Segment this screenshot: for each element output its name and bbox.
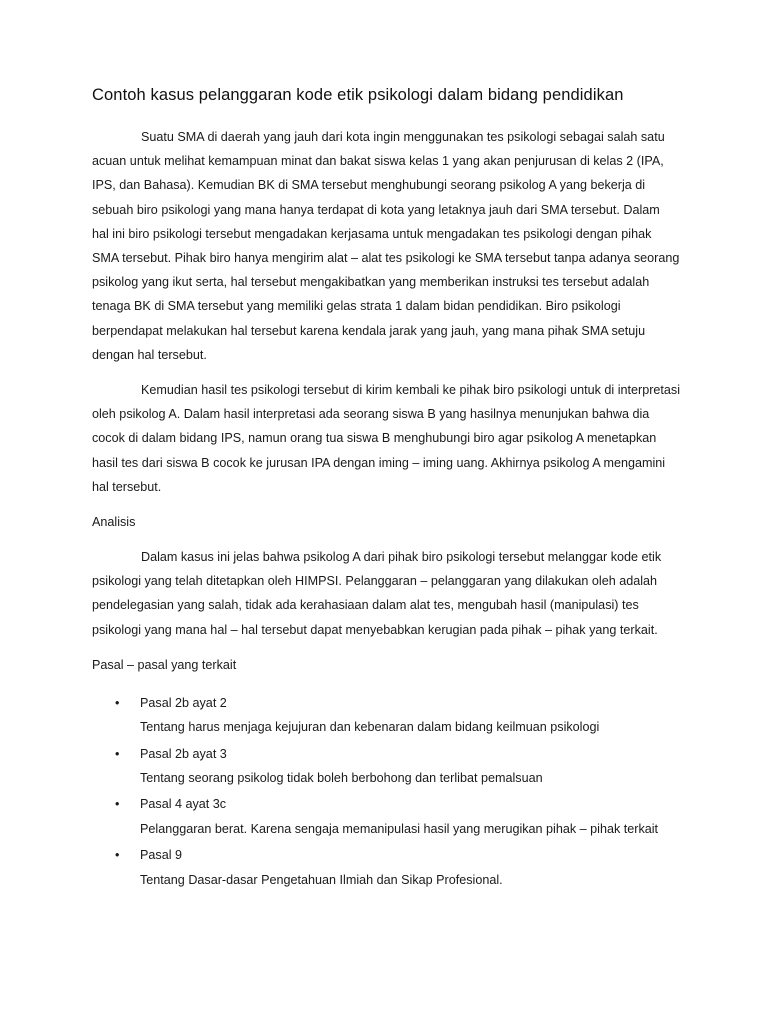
articles-heading: Pasal – pasal yang terkait — [92, 657, 237, 672]
article-description: Tentang seorang psikolog tidak boleh berbohong dan terlibat pemalsuan — [140, 771, 543, 786]
case-paragraph-2: Kemudian hasil tes psikologi tersebut di kirim kembali ke pihak biro psikologi untuk di interpretasi oleh psikolog A. Dalam hasil interpretasi ada seorang siswa B yang hasilnya menunjukan bahwa dia cocok di dalam bidang IPS, namun orang tua siswa B menghubungi biro agar psikolog A menetapkan hasil tes dari siswa B cocok ke jurusan IPA dengan iming – iming uang. Akhirnya psikolog A mengamini hal tersebut. — [92, 383, 680, 494]
document-page — [92, 86, 680, 894]
article-title: Pasal 2b ayat 3 — [140, 746, 227, 761]
document-title: Contoh kasus pelanggaran kode etik psikologi dalam bidang pendidikan — [92, 86, 624, 104]
bullet-icon: • — [115, 848, 120, 863]
list-item — [92, 843, 680, 892]
case-paragraph-1: Suatu SMA di daerah yang jauh dari kota ingin menggunakan tes psikologi sebagai salah satu acuan untuk melihat kemampuan minat dan bakat siswa kelas 1 yang akan penjurusan di kelas 2 (IPA, IPS, dan Bahasa). Kemudian BK di SMA tersebut menghubungi seorang psikolog A yang bekerja di sebuah biro psikologi yang mana hanya terdapat di kota yang letaknya jauh dari SMA tersebut. Dalam hal ini biro psikologi tersebut mengadakan kerjasama untuk mengadakan tes psikologi dengan pihak SMA tersebut. Pihak biro hanya mengirim alat – alat tes psikologi ke SMA tersebut tanpa adanya seorang psikolog yang ikut serta, hal tersebut mengakibatkan yang memberikan instruksi tes tersebut adalah tenaga BK di SMA tersebut yang memiliki gelas strata 1 dalam bidan pendidikan. Biro psikologi berpendapat melakukan hal tersebut karena kendala jarak yang jauh, yang mana pihak SMA setuju dengan hal tersebut. — [92, 130, 680, 362]
article-title: Pasal 9 — [140, 848, 183, 863]
article-title: Pasal 4 ayat 3c — [140, 797, 227, 812]
bullet-icon: • — [115, 695, 120, 710]
list-item — [92, 742, 680, 791]
bullet-icon: • — [115, 797, 120, 812]
articles-list — [92, 691, 680, 892]
bullet-icon: • — [115, 746, 120, 761]
article-description: Tentang Dasar-dasar Pengetahuan Ilmiah dan Sikap Profesional. — [140, 872, 503, 887]
list-item — [92, 792, 680, 841]
list-item — [92, 691, 680, 740]
article-description: Tentang harus menjaga kejujuran dan kebenaran dalam bidang keilmuan psikologi — [140, 720, 600, 735]
analysis-paragraph: Dalam kasus ini jelas bahwa psikolog A dari pihak biro psikologi tersebut melanggar kode etik psikologi yang telah ditetapkan oleh HIMPSI. Pelanggaran – pelanggaran yang dilakukan oleh adalah pendelegasian yang salah, tidak ada kerahasiaan dalam alat tes, mengubah hasil (manipulasi) tes psikologi yang mana hal – hal tersebut dapat menyebabkan kerugian pada pihak – pihak yang terkait. — [92, 550, 662, 637]
article-title: Pasal 2b ayat 2 — [140, 695, 227, 710]
analysis-heading: Analisis — [92, 515, 136, 530]
article-description: Pelanggaran berat. Karena sengaja memanipulasi hasil yang merugikan pihak – pihak terkait — [140, 821, 659, 836]
